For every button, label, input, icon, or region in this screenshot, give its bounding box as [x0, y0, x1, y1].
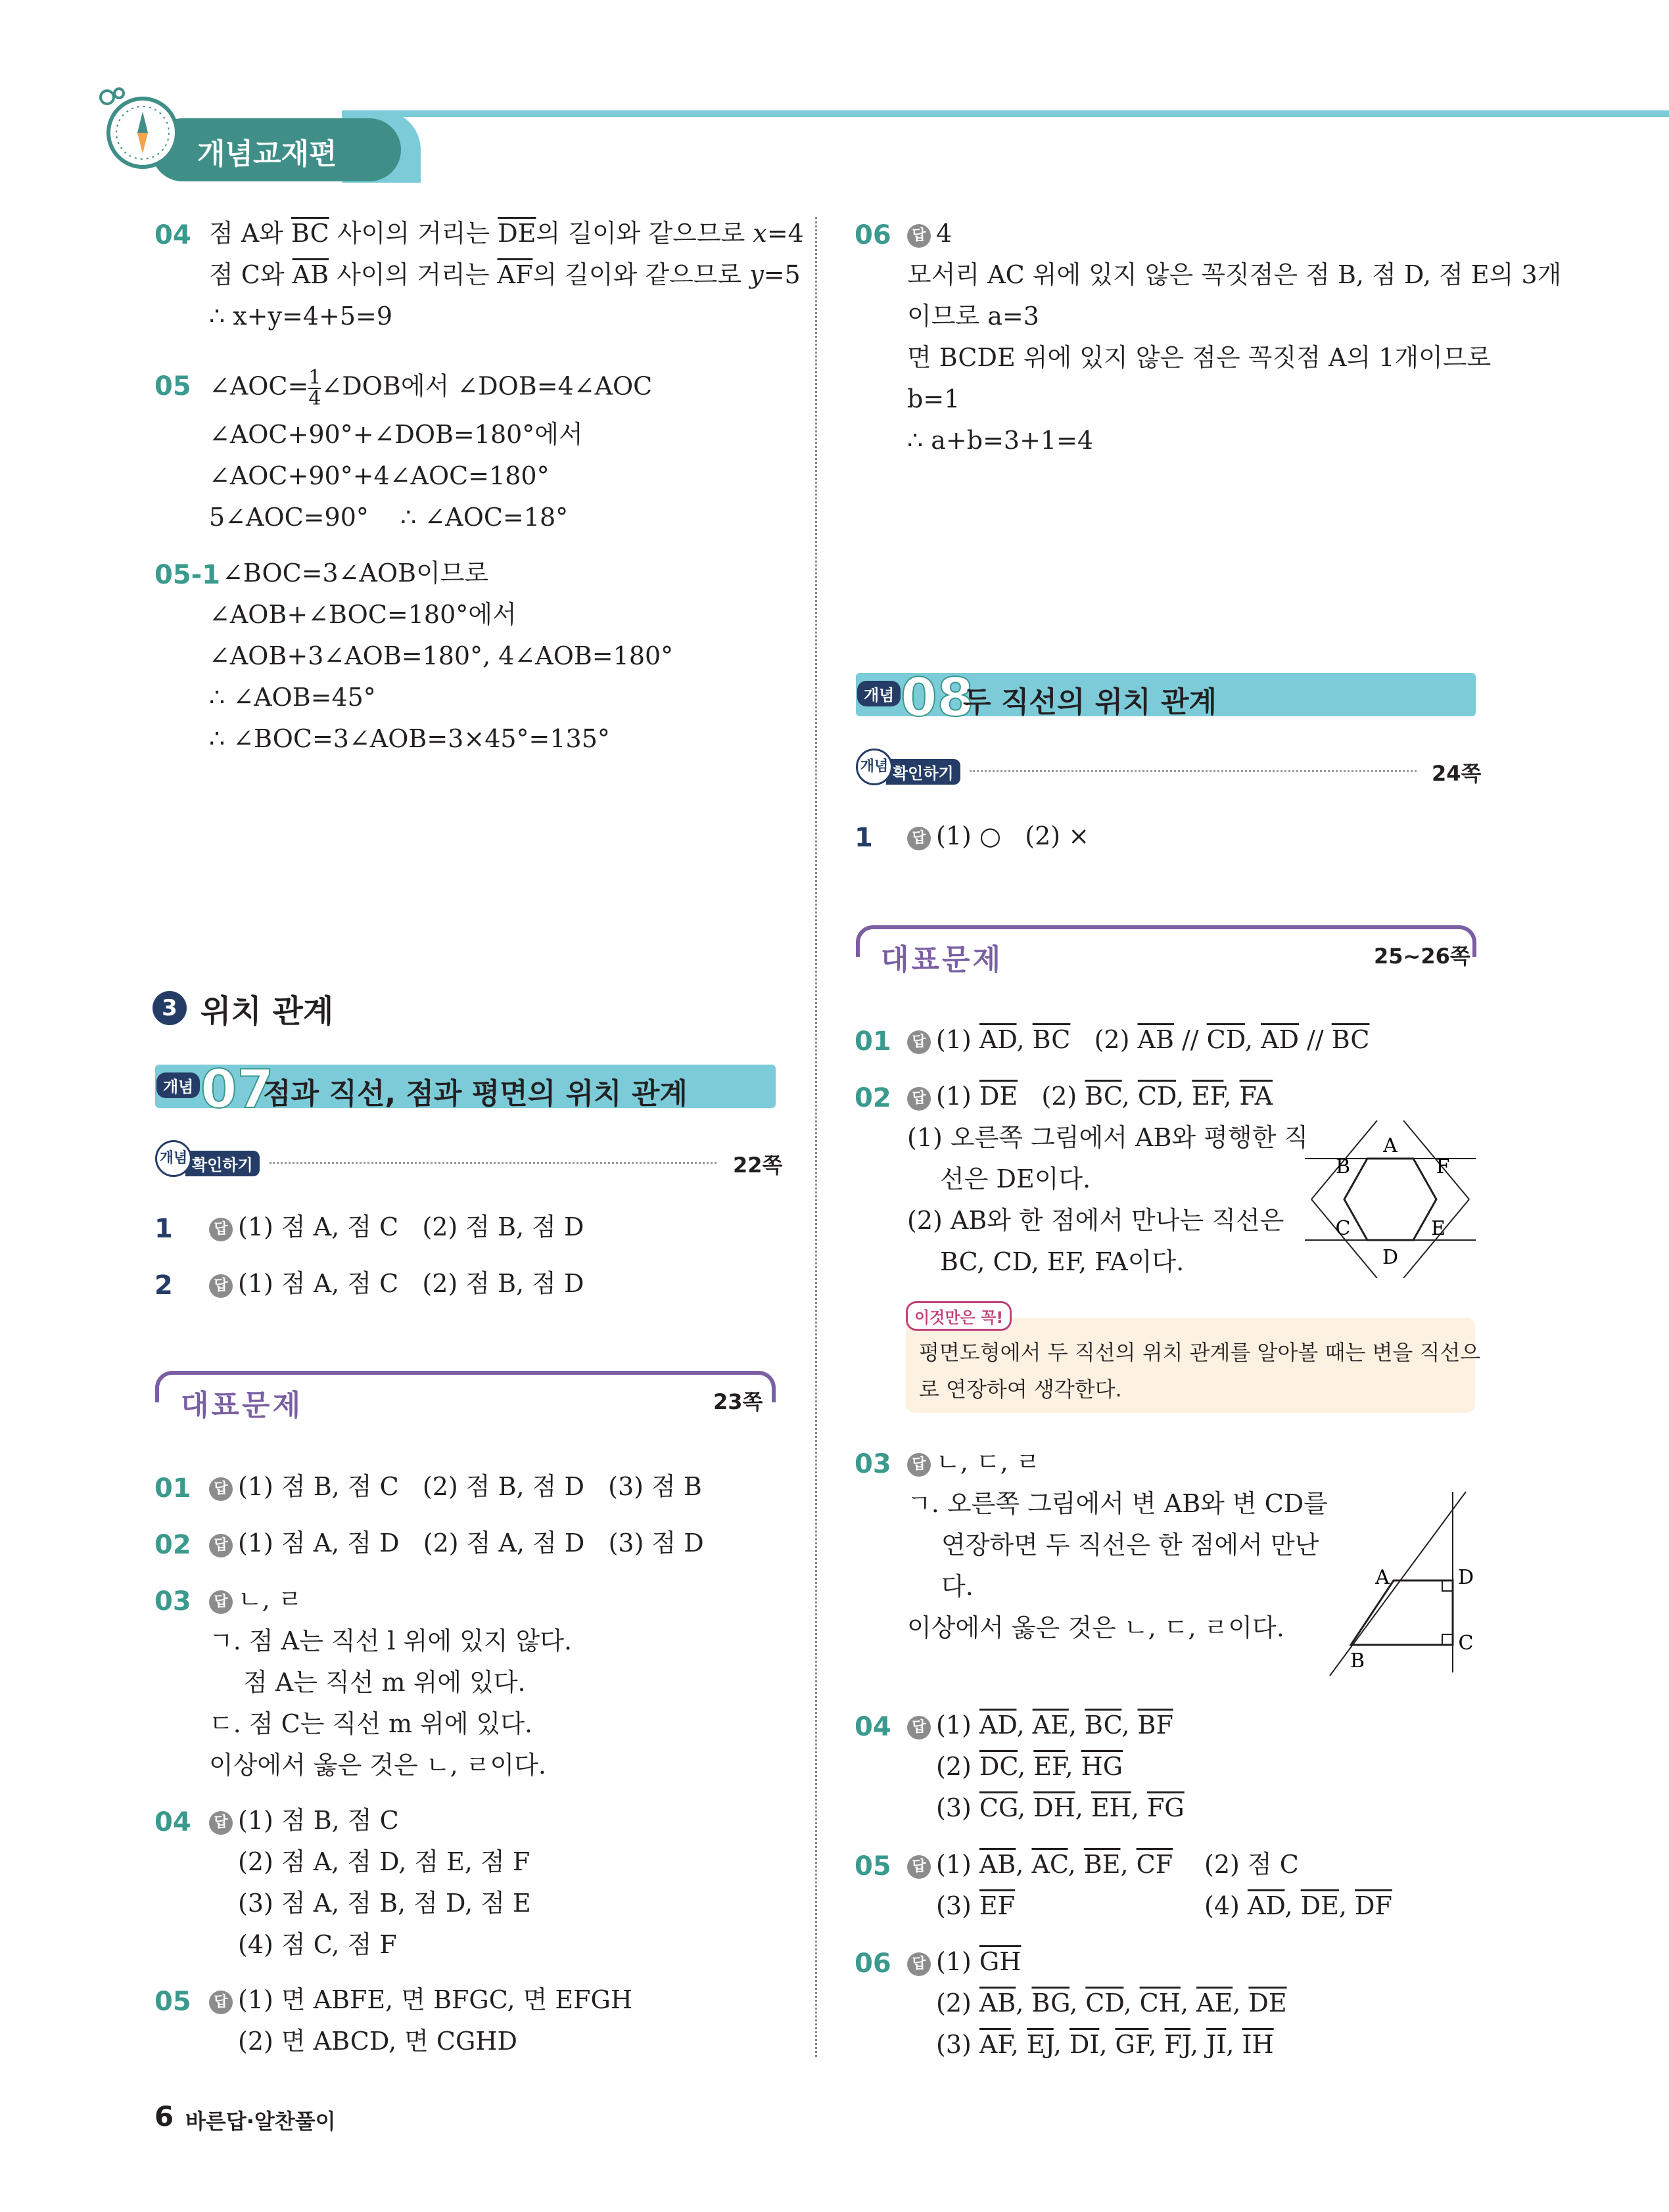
page-ref: 22쪽	[733, 1153, 783, 1178]
problem-number: 04	[855, 1712, 891, 1742]
solution-line: ㄷ. 점 C는 직선 m 위에 있다.	[209, 1709, 533, 1738]
answer-line: 답 (1) $\overline{AD}$, $\overline{BC}$ (2) $\overline{AB} // \overline{CD}$, $\overline{AD} // \overline{BC}$	[907, 1023, 1369, 1056]
topic-tag: 개념	[156, 1072, 200, 1098]
section-badge: 3	[153, 991, 187, 1025]
answer-line: 답 (1) 점 A, 점 C (2) 점 B, 점 D	[209, 1210, 584, 1243]
solution-line: ∠AOB+3∠AOB=180°, 4∠AOB=180°	[209, 641, 674, 670]
solution-line: 이상에서 옳은 것은 ㄴ, ㄷ, ㄹ이다.	[907, 1613, 1284, 1642]
solution-line: ∴ ∠AOB=45°	[209, 683, 376, 712]
solution-line: 점 A는 직선 m 위에 있다.	[243, 1668, 526, 1697]
problem-number: 04	[154, 220, 191, 250]
answer-line: 답 (1) $\overline{AD}$, $\overline{AE}$, $\overline{BC}$, $\overline{BF}$	[907, 1709, 1173, 1741]
solution-line: BC, CD, EF, FA이다.	[940, 1247, 1185, 1276]
problem-number: 02	[855, 1083, 891, 1113]
answer-line: (2) $\overline{DC}$, $\overline{EF}$, $\overline{HG}$	[936, 1752, 1123, 1781]
answer-icon: 답	[209, 1218, 233, 1241]
answer-line: (2) $\overline{AB}$, $\overline{BG}$, $\overline{CD}$, $\overline{CH}$, $\overline{AE}$, $\overline{DE}$	[936, 1989, 1287, 2017]
problem-number: 01	[855, 1026, 891, 1057]
vertex-label: D	[1457, 1566, 1474, 1589]
note-tag: 이것만은 꼭!	[906, 1301, 1012, 1331]
clock-icon	[95, 85, 181, 171]
answer-line: (3) $\overline{CG}$, $\overline{DH}$, $\overline{EH}$, $\overline{FG}$	[936, 1793, 1185, 1822]
answer-icon: 답	[907, 1855, 931, 1879]
solution-line: 면 BCDE 위에 있지 않은 점은 꼭짓점 A의 1개이므로	[907, 343, 1492, 372]
rep-title: 대표문제	[181, 1389, 304, 1422]
answer-line: 답 (1) $\overline{DE}$ (2) $\overline{BC}$, $\overline{CD}$, $\overline{EF}$, $\overline{FA}$	[907, 1080, 1273, 1113]
answer-icon: 답	[907, 1716, 931, 1740]
topic-title: 점과 직선, 점과 평면의 위치 관계	[263, 1077, 688, 1111]
vertex-label: B	[1350, 1649, 1365, 1672]
solution-line: ∠BOC=3∠AOB이므로	[222, 559, 489, 588]
header-title: 개념교재편	[197, 137, 337, 171]
dotted-leader	[970, 770, 1417, 772]
solution-line: 모서리 AC 위에 있지 않은 꼭짓점은 점 B, 점 D, 점 E의 3개	[907, 260, 1562, 289]
topic-number: 08	[901, 667, 974, 728]
problem-number: 06	[855, 220, 891, 250]
vertex-label: E	[1431, 1217, 1446, 1240]
problem-number: 04	[154, 1807, 191, 1837]
answer-line: 답 (1) 면 ABFE, 면 BFGC, 면 EFGH	[209, 1983, 632, 2016]
solution-line: ∴ ∠BOC=3∠AOB=3×45°=135°	[209, 724, 610, 753]
answer-line: 답 4	[907, 217, 952, 250]
page-number: 6	[154, 2100, 174, 2132]
answer-line: (3) $\overline{EF}$	[936, 1891, 1016, 1920]
section-title: 위치 관계	[200, 993, 334, 1030]
problem-number: 06	[855, 1948, 891, 1979]
topic-tag: 개념	[857, 681, 901, 706]
vertex-label: C	[1335, 1217, 1351, 1240]
answer-line: (2) 점 A, 점 D, 점 E, 점 F	[238, 1847, 530, 1876]
check-badge: 개념	[155, 1140, 192, 1177]
problem-number: 02	[154, 1530, 191, 1560]
check-badge: 개념	[856, 749, 893, 785]
answer-line: (4) $\overline{AD}$, $\overline{DE}$, $\overline{DF}$	[1204, 1891, 1392, 1920]
problem-number: 1	[154, 1214, 173, 1244]
answer-line: 답 (1) 점 B, 점 C	[209, 1804, 399, 1837]
answer-line: (4) 점 C, 점 F	[238, 1930, 397, 1959]
problem-number: 05	[154, 1987, 191, 2017]
problem-number: 2	[154, 1270, 173, 1301]
answer-line: 답 (1) 점 A, 점 C (2) 점 B, 점 D	[209, 1267, 584, 1300]
answer-icon: 답	[907, 827, 931, 850]
answer-line: 답 (1) 점 B, 점 C (2) 점 B, 점 D (3) 점 B	[209, 1470, 702, 1503]
solution-line: 연장하면 두 직선은 한 점에서 만난	[941, 1531, 1319, 1559]
vertex-label: D	[1382, 1246, 1399, 1269]
answer-icon: 답	[907, 224, 931, 248]
answer-icon: 답	[209, 1274, 233, 1298]
dotted-leader	[270, 1162, 717, 1164]
answer-line: 답 ㄴ, ㄷ, ㄹ	[907, 1446, 1040, 1479]
vertex-label: A	[1383, 1134, 1398, 1157]
vertex-label: A	[1375, 1566, 1390, 1589]
page-ref: 25~26쪽	[1374, 944, 1470, 969]
trapezoid-figure	[1325, 1488, 1482, 1679]
answer-line: (3) $\overline{AF}$, $\overline{EJ}$, $\overline{DI}$, $\overline{GF}$, $\overline{FJ}$, $\overline{JI}$, $\overline{IH}$	[936, 2030, 1274, 2059]
answer-line: 답 (1) 점 A, 점 D (2) 점 A, 점 D (3) 점 D	[209, 1527, 704, 1559]
page-ref: 23쪽	[713, 1389, 763, 1414]
problem-number: 03	[154, 1586, 191, 1617]
solution-line: 5∠AOC=90° ∴ ∠AOC=18°	[209, 503, 569, 532]
answer-icon: 답	[907, 1453, 931, 1477]
solution-line: ∴ x+y=4+5=9	[209, 302, 393, 331]
hexagon-figure	[1298, 1120, 1482, 1278]
solution-line: 이므로 a=3	[907, 302, 1039, 331]
vertex-label: C	[1458, 1632, 1474, 1655]
header-line	[368, 110, 1669, 117]
solution-line: 다.	[941, 1572, 974, 1601]
solution-line: ㄱ. 오른쪽 그림에서 변 AB와 변 CD를	[907, 1489, 1328, 1518]
answer-icon: 답	[209, 1534, 233, 1557]
topic-number: 07	[200, 1059, 274, 1120]
vertex-label: F	[1436, 1155, 1450, 1178]
solution-line: 선은 DE이다.	[940, 1164, 1091, 1193]
answer-line: 답 (1) ○ (2) ×	[907, 819, 1089, 852]
answer-icon: 답	[907, 1087, 931, 1111]
note-text: 로 연장하여 생각한다.	[919, 1377, 1122, 1402]
solution-line: ∴ a+b=3+1=4	[907, 426, 1094, 455]
solution-line: ∠AOC+90°+4∠AOC=180°	[209, 461, 550, 490]
problem-number: 1	[855, 823, 873, 853]
problem-number: 03	[855, 1449, 891, 1479]
solution-line: (1) 오른쪽 그림에서 AB와 평행한 직	[907, 1123, 1309, 1152]
footer-label: 바른답·알찬풀이	[185, 2109, 336, 2134]
solution-line: 이상에서 옳은 것은 ㄴ, ㄹ이다.	[209, 1751, 546, 1780]
solution-line: b=1	[907, 384, 960, 413]
answer-line: 답 (1) $\overline{AB}$, $\overline{AC}$, $\overline{BE}$, $\overline{CF}$	[907, 1848, 1173, 1881]
solution-line: ㄱ. 점 A는 직선 l 위에 있지 않다.	[209, 1626, 573, 1655]
answer-icon: 답	[209, 1477, 233, 1501]
answer-icon: 답	[209, 1991, 233, 2014]
page-ref: 24쪽	[1432, 761, 1482, 786]
answer-icon: 답	[209, 1811, 233, 1835]
answer-line: 답 ㄴ, ㄹ	[209, 1583, 302, 1616]
topic-title: 두 직선의 위치 관계	[963, 685, 1217, 719]
column-divider	[815, 217, 817, 2057]
check-label: 확인하기	[886, 759, 960, 785]
solution-line: ∠AOC+90°+∠DOB=180°에서	[209, 420, 583, 449]
answer-icon: 답	[907, 1952, 931, 1976]
rep-title: 대표문제	[881, 943, 1004, 977]
answer-line: (2) 면 ABCD, 면 CGHD	[238, 2027, 517, 2056]
solution-line: ∠AOC= $\frac{1}{4}$ ∠DOB에서 ∠DOB=4∠AOC	[209, 366, 653, 410]
answer-line: (3) 점 A, 점 B, 점 D, 점 E	[238, 1889, 531, 1918]
problem-number: 05	[154, 371, 191, 402]
answer-icon: 답	[209, 1590, 233, 1614]
problem-number: 01	[154, 1473, 191, 1504]
problem-number: 05-1	[154, 560, 221, 590]
note-text: 평면도형에서 두 직선의 위치 관계를 알아볼 때는 변을 직선으	[919, 1340, 1481, 1365]
problem-number: 05	[855, 1851, 891, 1881]
check-label: 확인하기	[185, 1151, 260, 1176]
solution-line: 점 C와 $\overline{AB}$ 사이의 거리는 $\overline{AF}$의 길이와 같으므로 y=5	[209, 260, 801, 289]
solution-line: (2) AB와 한 점에서 만나는 직선은	[907, 1206, 1284, 1235]
answer-line: (2) 점 C	[1204, 1850, 1299, 1879]
vertex-label: B	[1335, 1155, 1351, 1178]
answer-icon: 답	[907, 1030, 931, 1054]
answer-line: 답 (1) $\overline{GH}$	[907, 1945, 1021, 1978]
solution-line: ∠AOB+∠BOC=180°에서	[209, 600, 517, 629]
solution-line: 점 A와 $\overline{BC}$ 사이의 거리는 $\overline{DE}$의 길이와 같으므로 x=4	[209, 219, 804, 248]
